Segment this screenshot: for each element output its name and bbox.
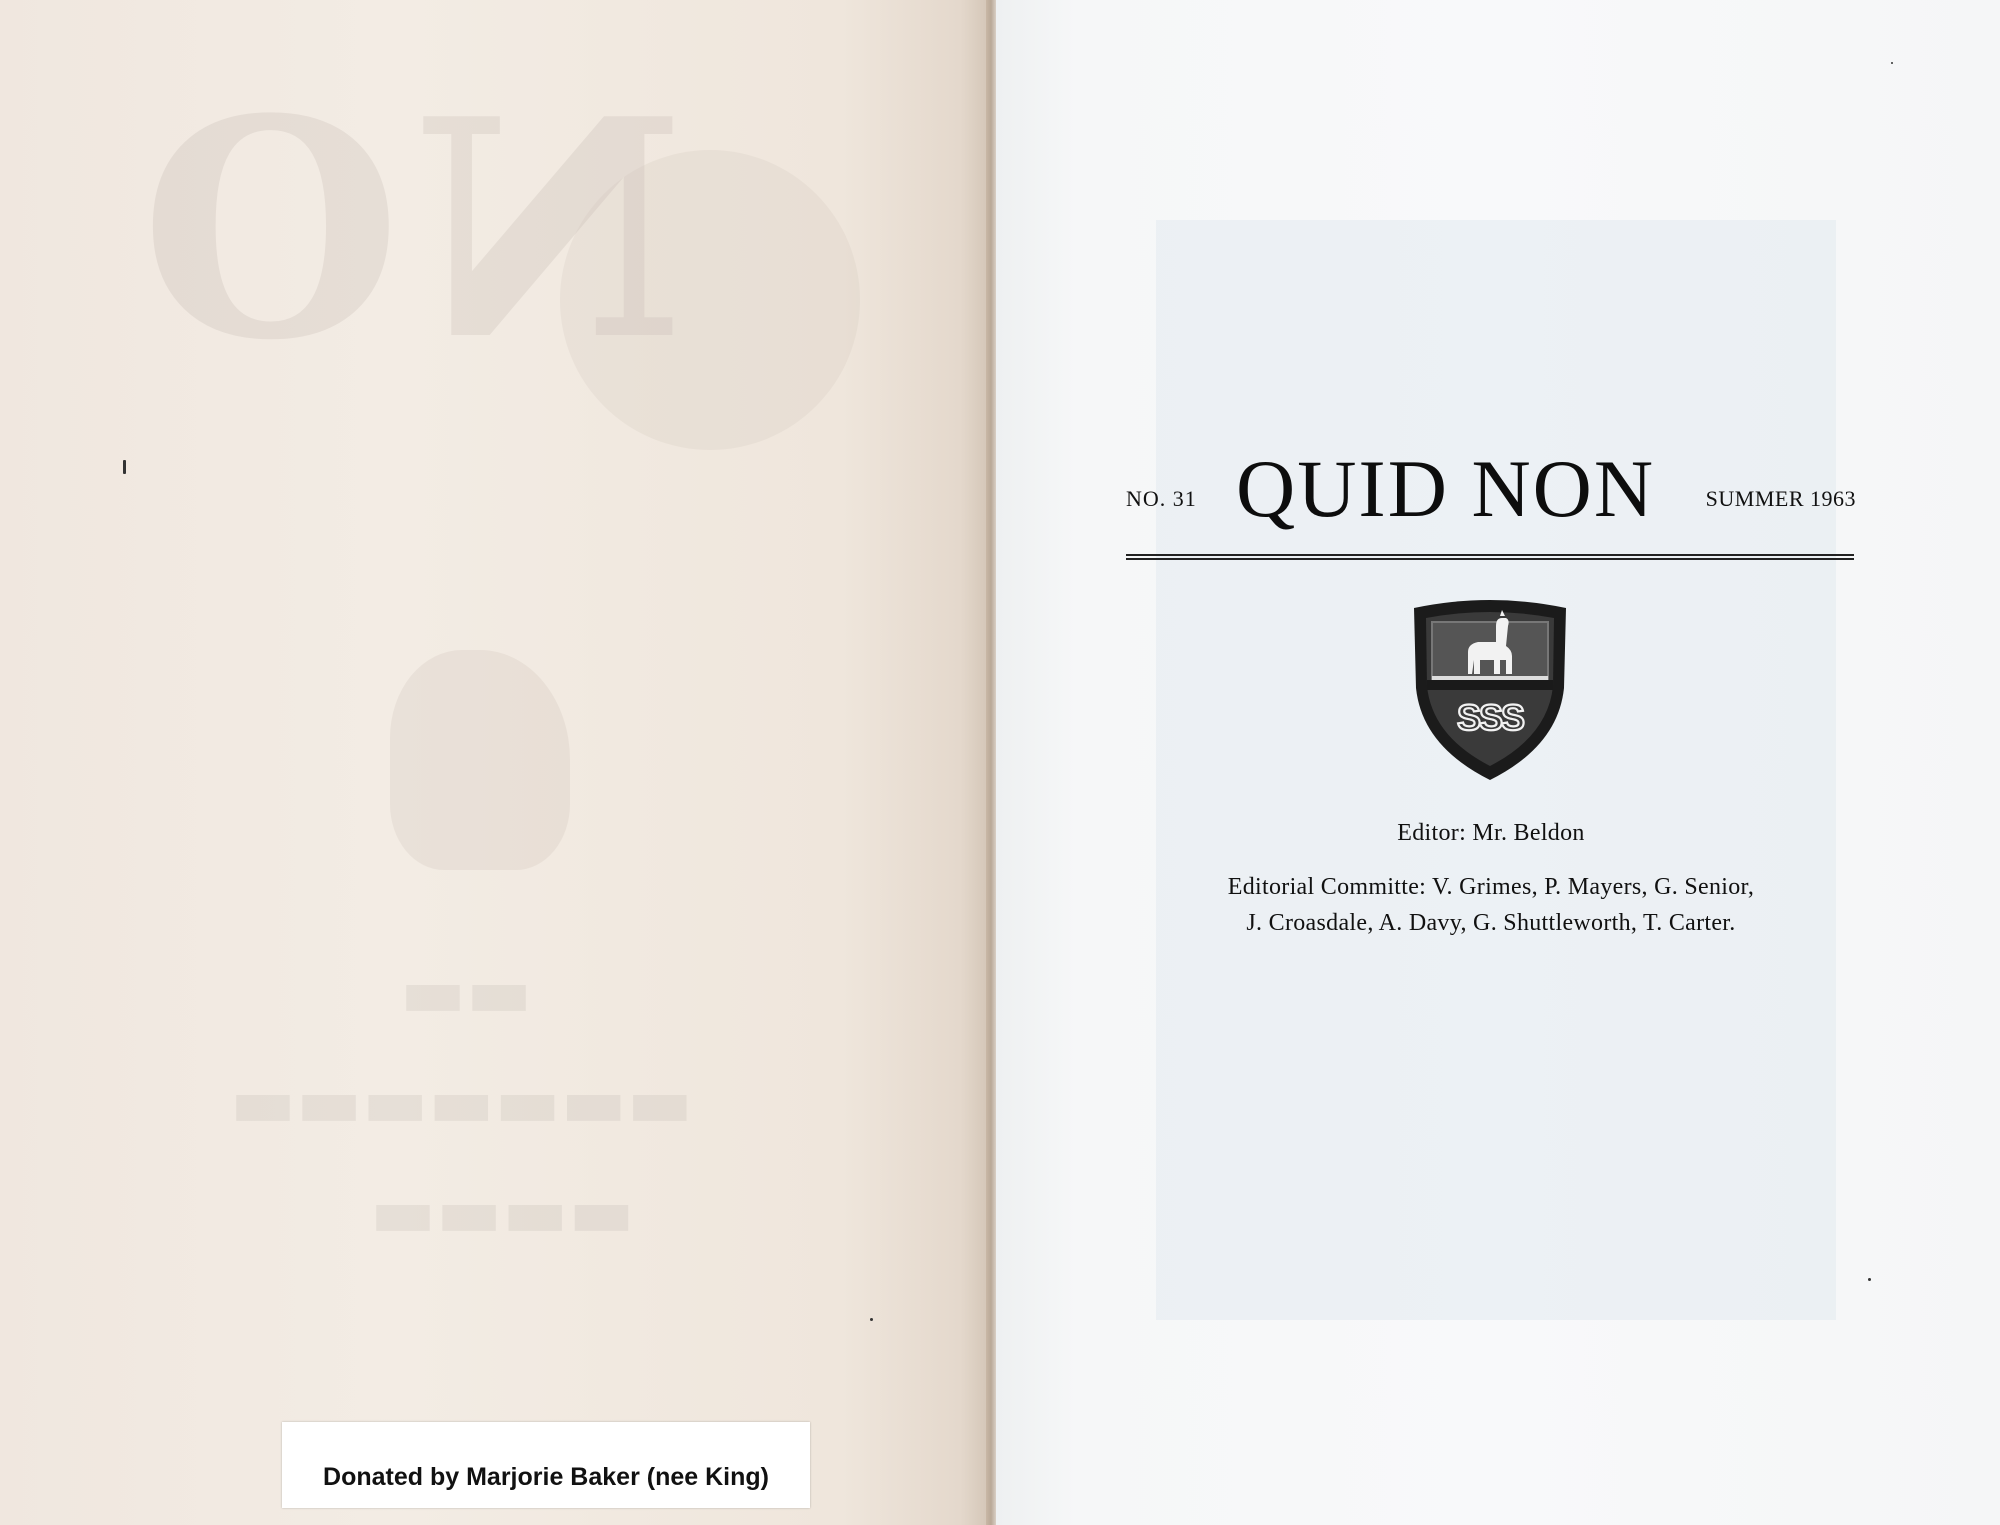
editorial-committee <box>1126 869 1856 941</box>
credits <box>1126 820 1856 941</box>
committee-line-1: Editorial Committe: V. Grimes, P. Mayers, G. Senior, <box>1227 874 1755 900</box>
issue-date: SUMMER 1963 <box>1705 486 1856 511</box>
donation-text: Donated by Marjorie Baker (nee King) <box>323 1462 769 1491</box>
show-through-text-1: ▬▬ <box>400 950 533 1033</box>
magazine-title: QUID NON <box>1236 443 1656 534</box>
title-page <box>996 0 2000 1525</box>
show-through-text-3: ▬▬▬▬ <box>370 1170 635 1253</box>
show-through-llama <box>390 650 570 870</box>
issue-number: NO. 31 <box>1126 486 1197 511</box>
show-through-text-2: ▬▬▬▬▬▬▬ <box>230 1060 693 1143</box>
editor-line: Editor: Mr. Beldon <box>1397 820 1585 846</box>
committee-line-2: J. Croasdale, A. Davy, G. Shuttleworth, T. Carter. <box>1246 910 1736 936</box>
paper-mark <box>1891 62 1893 64</box>
paper-mark <box>123 460 126 474</box>
show-through-cover-circle <box>560 150 860 450</box>
paper-mark <box>1868 1278 1871 1281</box>
double-rule-divider <box>1126 554 1854 560</box>
page-gutter <box>986 0 996 1525</box>
show-through-cover-title: NO <box>130 53 686 406</box>
crest-letters: SSS <box>1456 697 1524 738</box>
llama-crest-icon <box>1408 596 1572 782</box>
left-page <box>0 0 990 1525</box>
donation-label <box>282 1422 810 1508</box>
masthead <box>1126 443 1856 548</box>
paper-mark <box>870 1318 873 1321</box>
